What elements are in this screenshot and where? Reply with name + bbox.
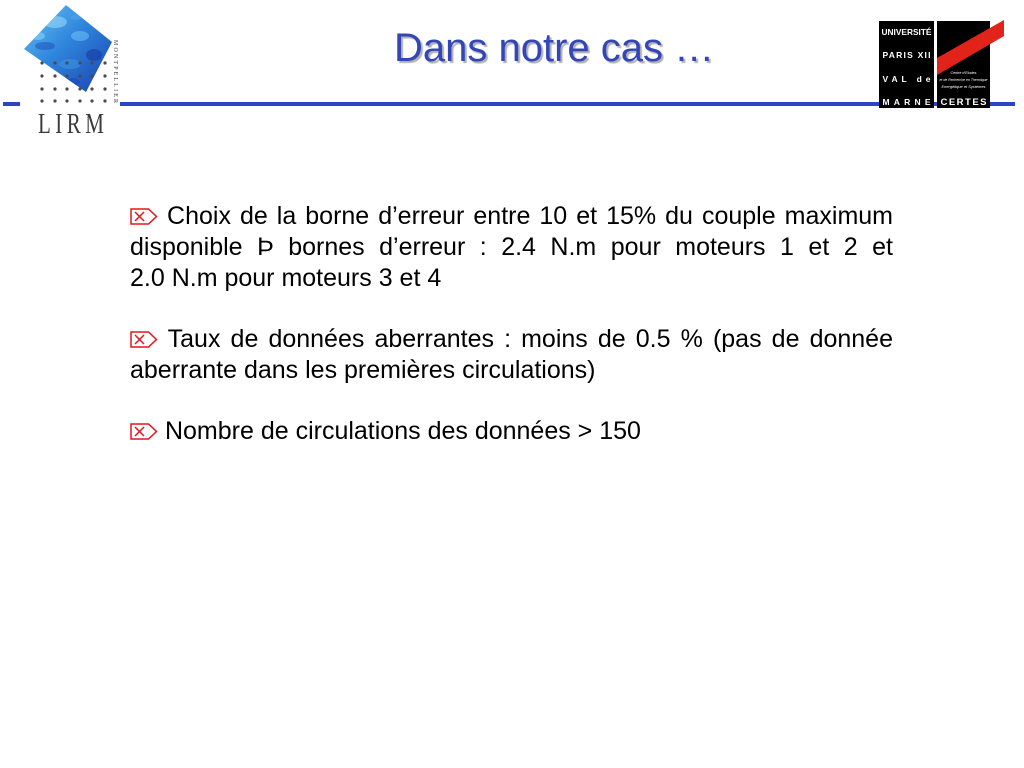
bullet-line — [130, 201, 893, 232]
logo-dot — [78, 87, 81, 90]
bullet-circulation-count — [130, 416, 893, 447]
logo-dot — [40, 61, 43, 64]
logo-dot — [90, 87, 93, 90]
logo-dot — [53, 99, 56, 102]
bullet-error-bound — [130, 201, 893, 294]
logo-dot — [40, 74, 43, 77]
university-line: MARNE — [882, 97, 931, 107]
logo-texture-spot — [35, 42, 55, 50]
logo-dot — [103, 61, 106, 64]
logo-texture-spot — [64, 78, 80, 86]
lirm-logo — [0, 0, 130, 140]
logo-dot — [40, 87, 43, 90]
logo-dot — [40, 99, 43, 102]
bullet-line — [130, 416, 893, 447]
logo-dot — [90, 61, 93, 64]
erase-right-icon — [130, 423, 158, 440]
logo-dot — [90, 74, 93, 77]
logo-texture-spot — [59, 59, 81, 69]
logo-texture-spot — [43, 16, 67, 28]
bullet-line — [130, 232, 893, 263]
lab-line: Centre d’Etudes — [950, 70, 977, 75]
lab-line: Energétique et Systèmes — [941, 84, 986, 89]
bullet-line — [130, 324, 893, 355]
upec-certes-logo — [876, 18, 1010, 112]
lab-line: et de Recherche en Thermique — [939, 77, 989, 82]
lab-acronym: CERTES — [940, 97, 987, 108]
logo-dot — [78, 99, 81, 102]
logo-texture-spot — [70, 14, 82, 20]
bullet-line — [130, 263, 893, 294]
logo-dot — [78, 74, 81, 77]
university-line: UNIVERSITÉ — [881, 27, 932, 37]
logo-dot — [53, 87, 56, 90]
slide-body — [130, 201, 893, 447]
logo-dot — [90, 99, 93, 102]
logo-texture-spot — [31, 32, 45, 40]
bullet-line — [130, 355, 893, 386]
logo-texture-spot — [86, 49, 102, 61]
logo-dot — [53, 61, 56, 64]
logo-dot — [103, 87, 106, 90]
logo-dot — [103, 74, 106, 77]
university-line: VAL de — [882, 74, 931, 84]
bullet-line-text: Choix de la borne d’erreur entre 10 et 15% du couple maximum — [167, 202, 893, 230]
logo-dot — [53, 74, 56, 77]
logo-dot — [65, 61, 68, 64]
logo-dot — [65, 74, 68, 77]
bullet-line-text: Taux de données aberrantes : moins de 0.5 % (pas de donnée — [167, 325, 893, 353]
erase-right-icon — [130, 208, 158, 225]
logo-dot — [78, 61, 81, 64]
logo-dot — [65, 87, 68, 90]
logo-city-label: MONTPELLIER — [112, 40, 118, 103]
erase-right-icon — [130, 331, 158, 348]
bullet-outlier-rate — [130, 324, 893, 386]
logo-lirm-wordmark: LIRM — [38, 109, 104, 140]
slide-title: Dans notre cas … — [394, 26, 715, 70]
bullet-line-text: Nombre de circulations des données > 150 — [164, 417, 641, 445]
university-line: PARIS XII — [882, 50, 931, 60]
logo-dot — [103, 99, 106, 102]
bullet-line-text: 2.0 N.m pour moteurs 3 et 4 — [130, 264, 442, 292]
logo-dot — [65, 99, 68, 102]
logo-texture-spot — [71, 31, 89, 41]
bullet-line-text: disponible Þ bornes d’erreur : 2.4 N.m pour moteurs 1 et 2 et — [130, 233, 893, 261]
bullet-line-text: aberrante dans les premières circulations) — [130, 356, 596, 384]
